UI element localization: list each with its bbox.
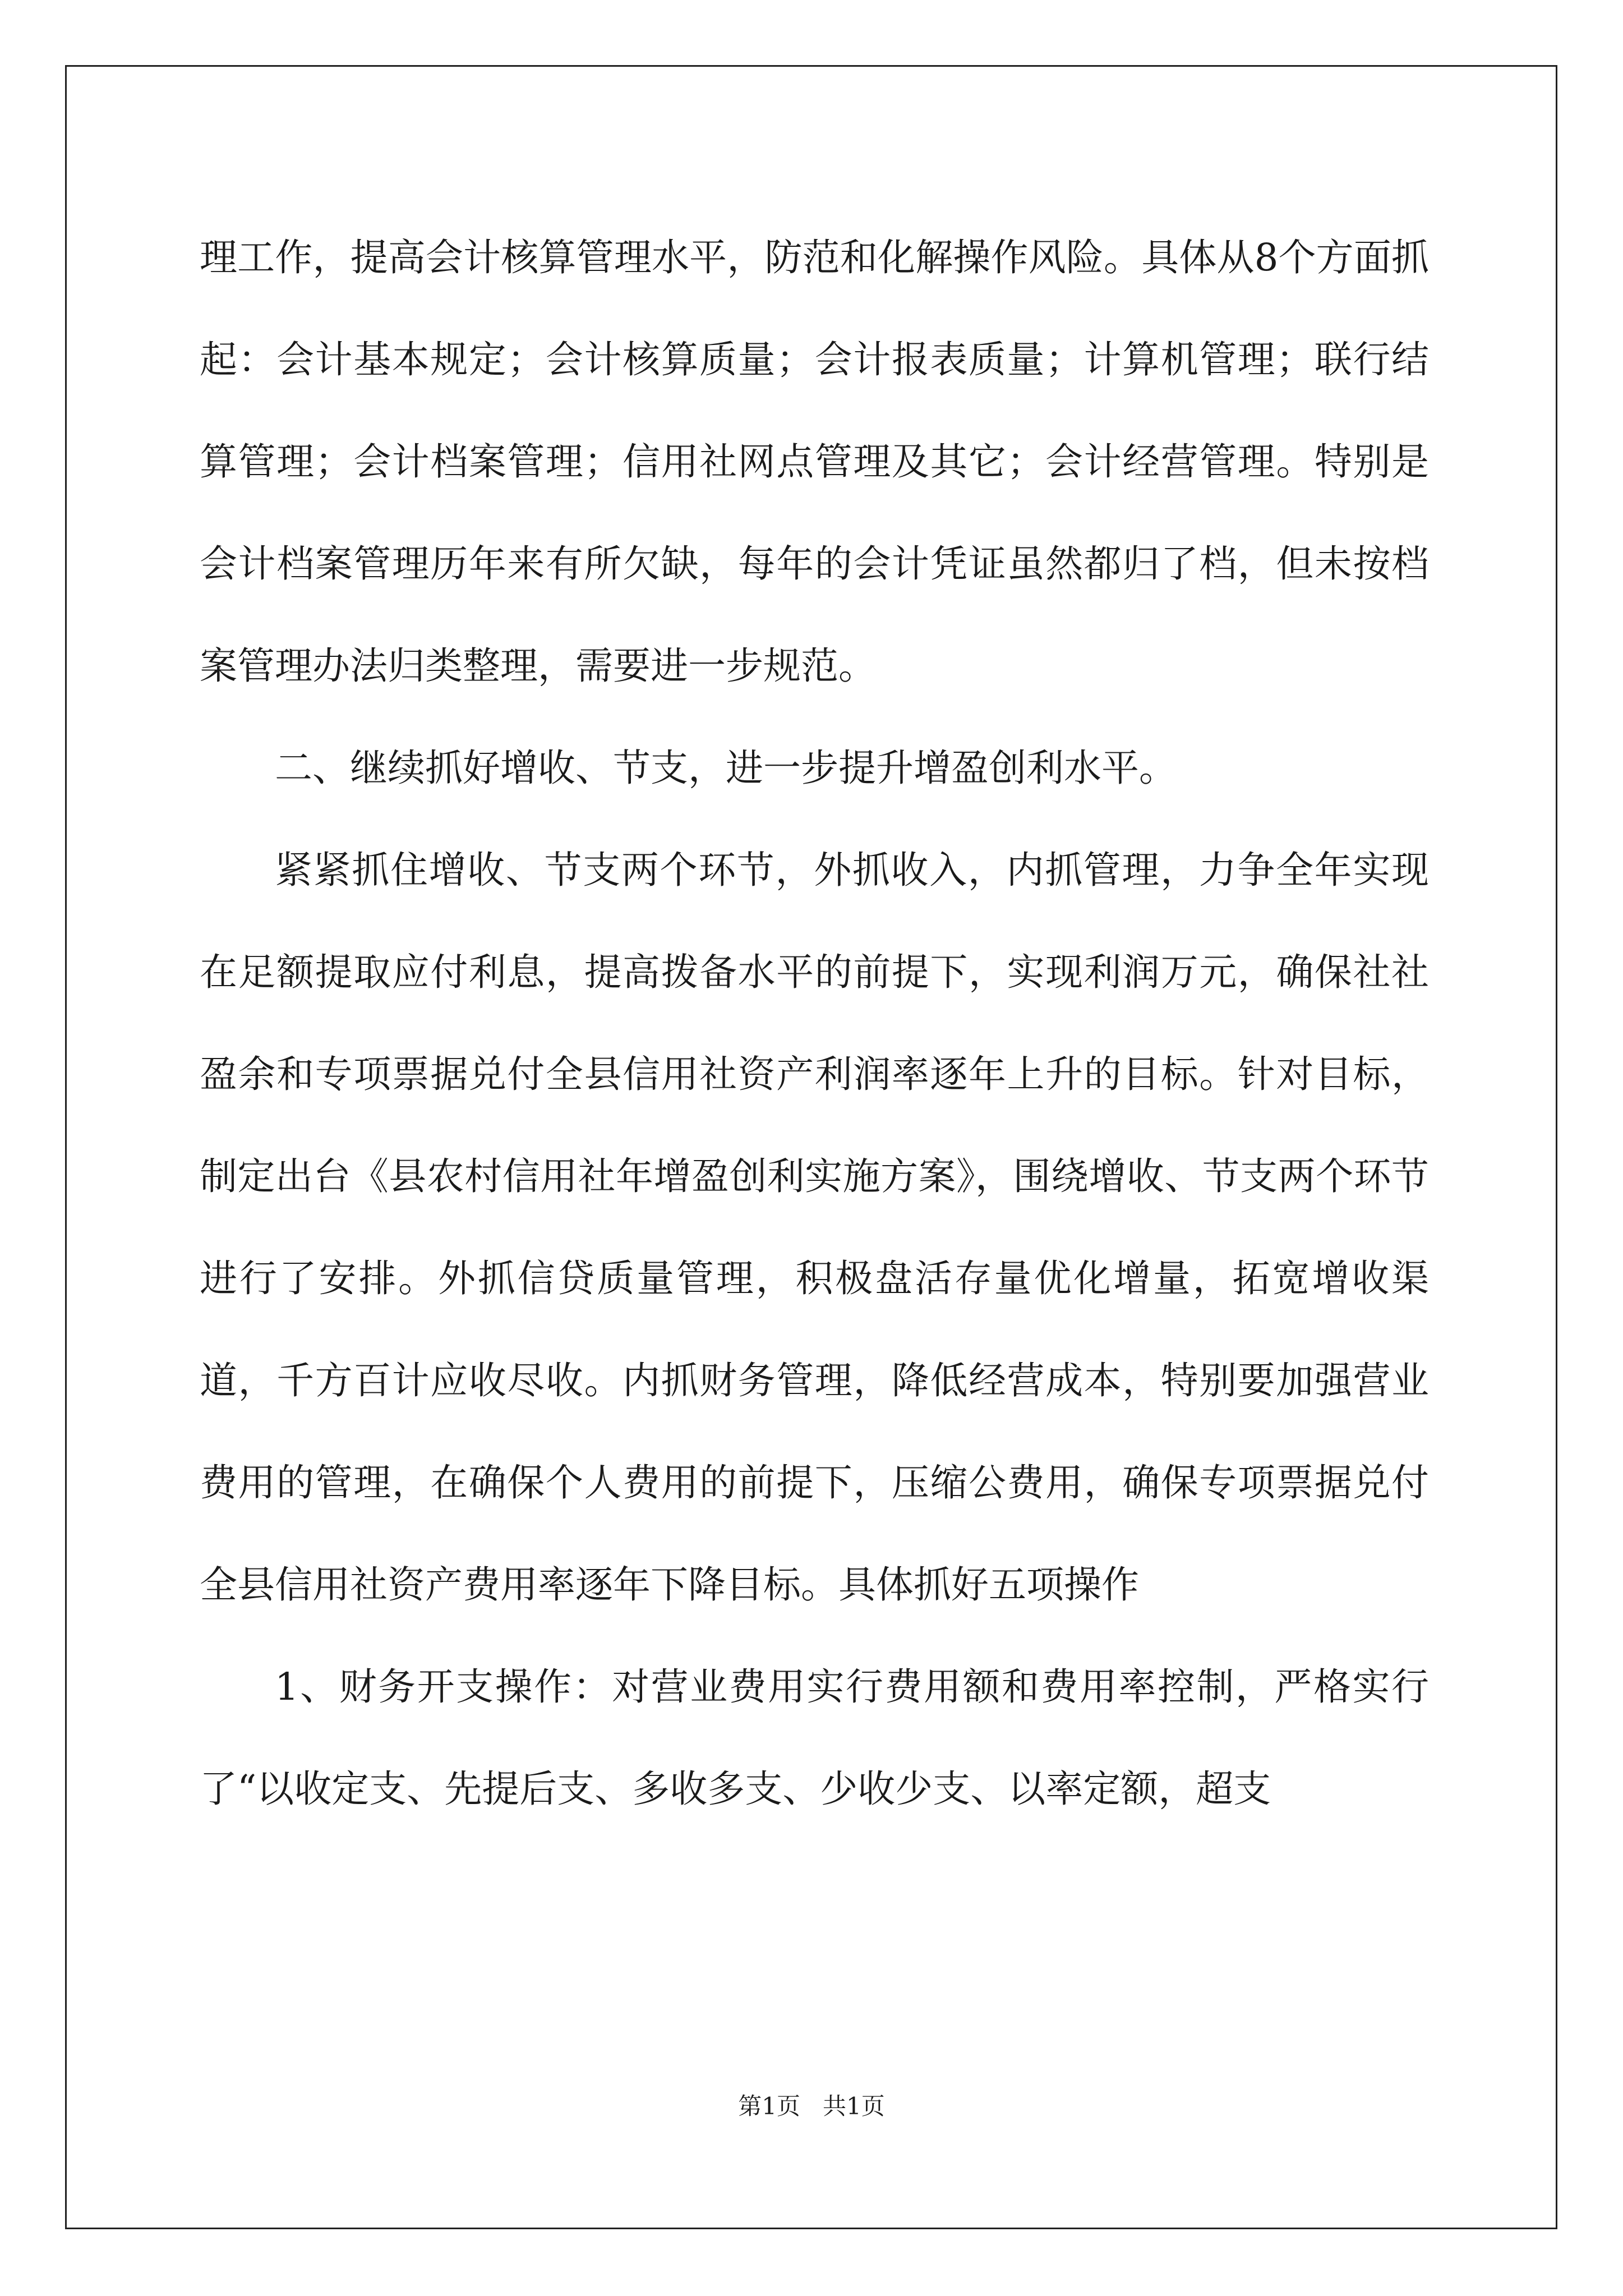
paragraph-4: 1、财务开支操作：对营业费用实行费用额和费用率控制，严格实行了“以收定支、先提后支、多收多支、少收少支、以率定额，超支 <box>200 1665 1429 1811</box>
paragraph-1: 理工作，提高会计核算管理水平，防范和化解操作风险。具体从8个方面抓起：会计基本规定；会计核算质量；会计报表质量；计算机管理；联行结算管理；会计档案管理；信用社网点管理及其它；会计经营管理。特别是会计档案管理历年来有所欠缺，每年的会计凭证虽然都归了档，但未按档案管理办法归类整理，需要进一步规范。 <box>200 236 1429 688</box>
page-footer <box>0 2088 1623 2122</box>
page-number-current: 第1页 <box>738 2092 800 2120</box>
paragraph-2-heading: 二、继续抓好增收、节支，进一步提升增盈创利水平。 <box>275 746 1177 790</box>
document-body <box>200 206 1429 1840</box>
page-number-total: 共1页 <box>823 2092 885 2120</box>
paragraph-3: 紧紧抓住增收、节支两个环节，外抓收入，内抓管理，力争全年实现在足额提取应付利息，提高拨备水平的前提下，实现利润万元，确保社社盈余和专项票据兑付全县信用社资产利润率逐年上升的目标。针对目标，制定出台《县农村信用社年增盈创利实施方案》，围绕增收、节支两个环节进行了安排。外抓信贷质量管理，积极盘活存量优化增量，拓宽增收渠道，千方百计应收尽收。内抓财务管理，降低经营成本，特别要加强营业费用的管理，在确保个人费用的前提下，压缩公费用，确保专项票据兑付全县信用社资产费用率逐年下降目标。具体抓好五项操作 <box>200 848 1429 1607</box>
